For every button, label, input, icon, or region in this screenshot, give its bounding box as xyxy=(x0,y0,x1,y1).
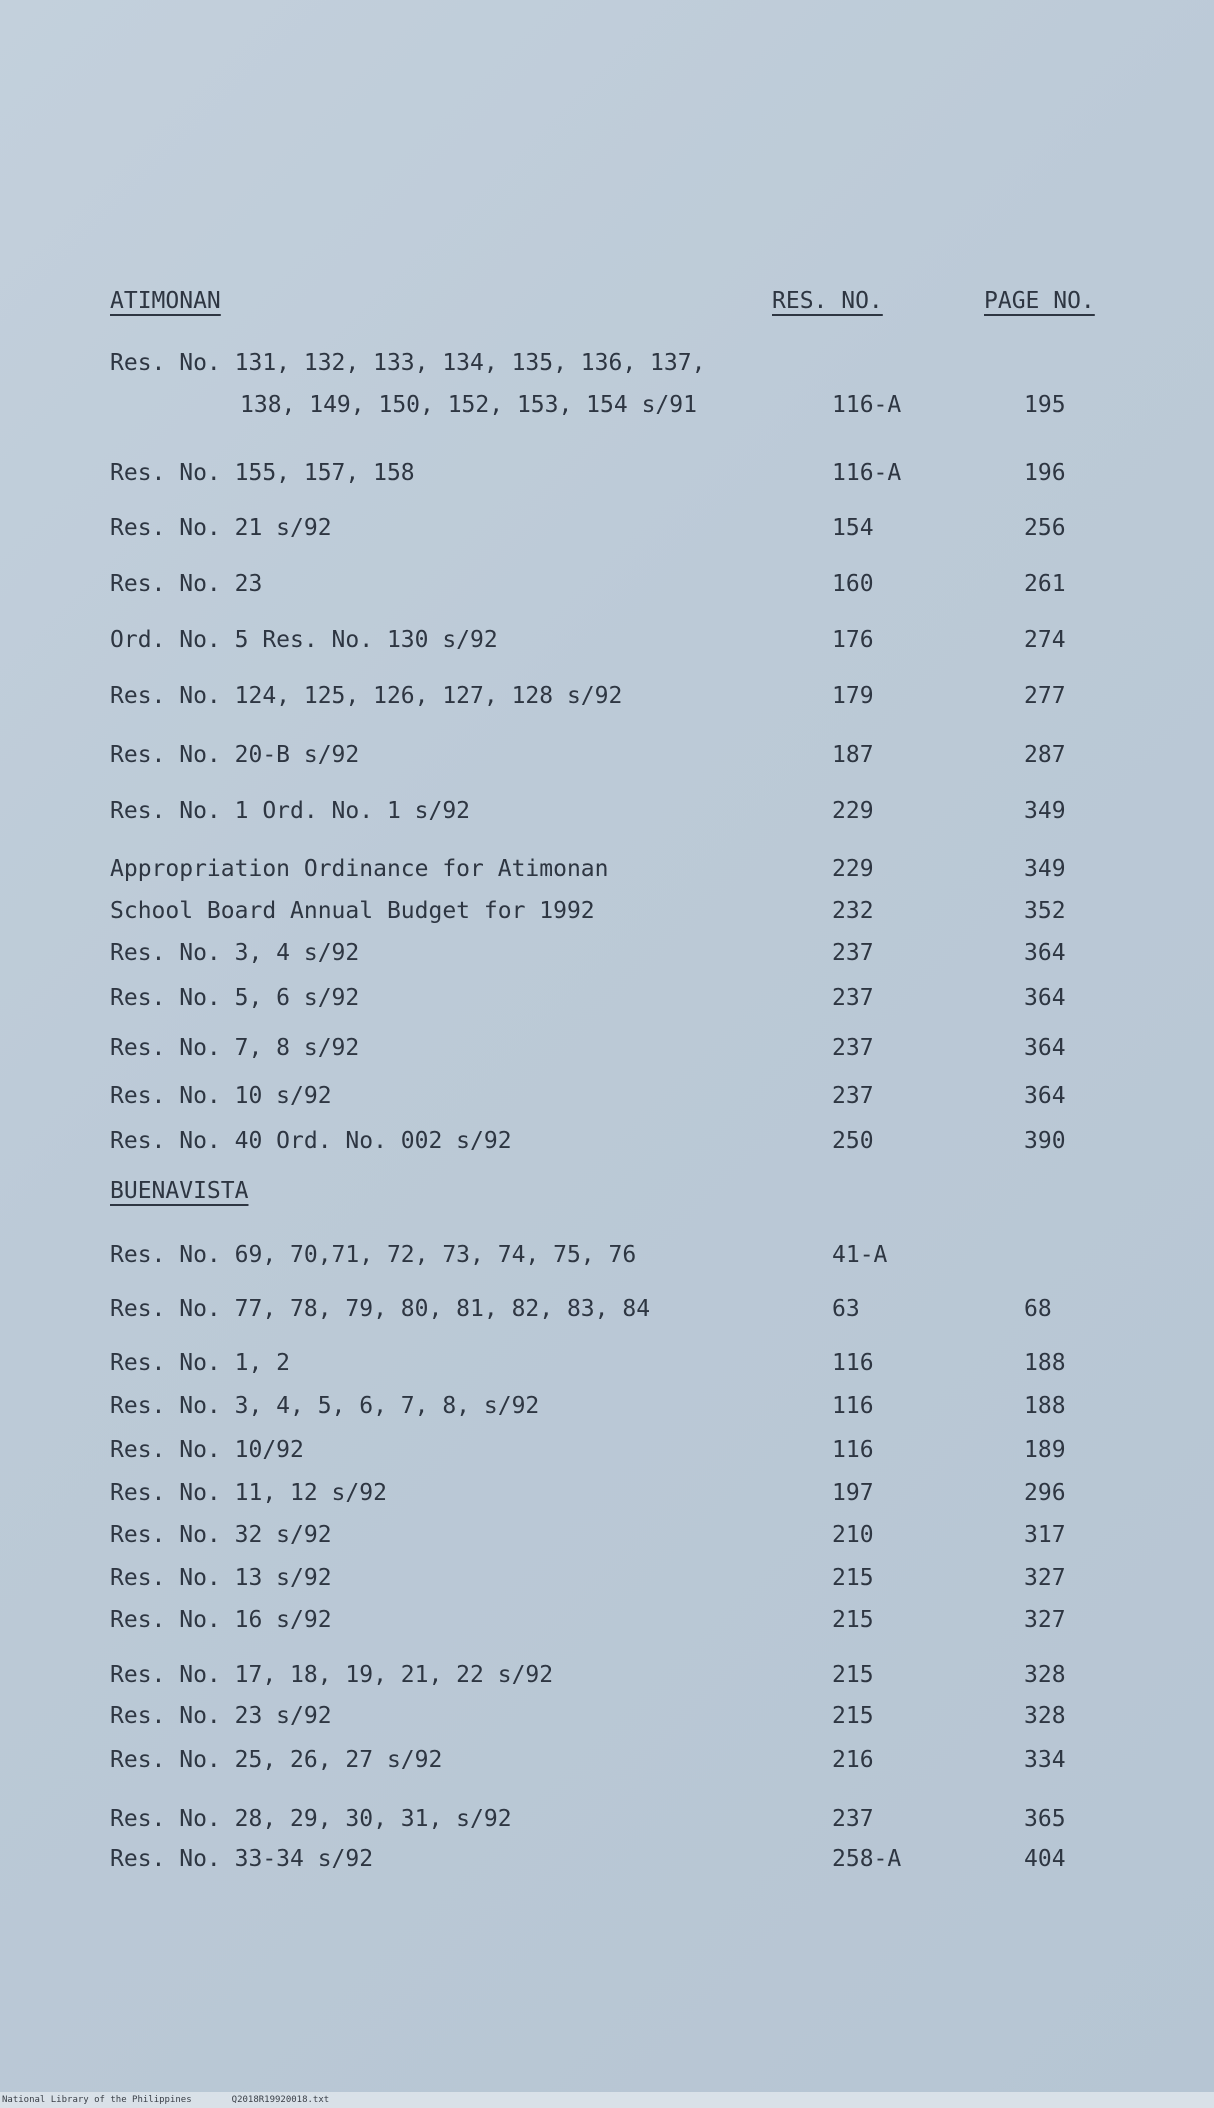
entry-page-no: 390 xyxy=(1024,1128,1066,1154)
entry-description: Res. No. 21 s/92 xyxy=(110,515,332,541)
entry-description: Res. No. 77, 78, 79, 80, 81, 82, 83, 84 xyxy=(110,1296,651,1322)
entry-res-no: 116 xyxy=(832,1393,874,1419)
entry-page-no: 287 xyxy=(1024,742,1066,768)
entry-page-no: 261 xyxy=(1024,571,1066,597)
entry-page-no: 195 xyxy=(1024,392,1066,418)
entry-description: Res. No. 20-B s/92 xyxy=(110,742,360,768)
entry-res-no: 237 xyxy=(832,940,874,966)
entry-page-no: 364 xyxy=(1024,1083,1066,1109)
entry-res-no: 215 xyxy=(832,1703,874,1729)
entry-description: Res. No. 7, 8 s/92 xyxy=(110,1035,360,1061)
entry-description: Res. No. 10/92 xyxy=(110,1437,304,1463)
entry-page-no: 196 xyxy=(1024,460,1066,486)
entry-description: School Board Annual Budget for 1992 xyxy=(110,898,595,924)
entry-res-no: 232 xyxy=(832,898,874,924)
entry-res-no: 116-A xyxy=(832,460,902,486)
entry-page-no: 188 xyxy=(1024,1393,1066,1419)
entry-res-no: 176 xyxy=(832,627,874,653)
entry-description: Res. No. 23 xyxy=(110,571,263,597)
entry-page-no: 364 xyxy=(1024,985,1066,1011)
entry-page-no: 188 xyxy=(1024,1350,1066,1376)
entry-page-no: 349 xyxy=(1024,798,1066,824)
entry-description: Res. No. 33-34 s/92 xyxy=(110,1846,374,1872)
entry-res-no: 237 xyxy=(832,1083,874,1109)
entry-page-no: 334 xyxy=(1024,1747,1066,1773)
entry-page-no: 364 xyxy=(1024,1035,1066,1061)
entry-page-no: 349 xyxy=(1024,856,1066,882)
entry-description: Appropriation Ordinance for Atimonan xyxy=(110,856,609,882)
municipality-heading: ATIMONAN xyxy=(110,288,221,314)
entry-description: Res. No. 25, 26, 27 s/92 xyxy=(110,1747,443,1773)
entry-res-no: 116 xyxy=(832,1437,874,1463)
entry-page-no: 365 xyxy=(1024,1806,1066,1832)
entry-page-no: 256 xyxy=(1024,515,1066,541)
entry-res-no: 216 xyxy=(832,1747,874,1773)
entry-description: Res. No. 13 s/92 xyxy=(110,1565,332,1591)
entry-res-no: 250 xyxy=(832,1128,874,1154)
entry-res-no: 63 xyxy=(832,1296,860,1322)
entry-description: Res. No. 3, 4, 5, 6, 7, 8, s/92 xyxy=(110,1393,540,1419)
entry-page-no: 327 xyxy=(1024,1565,1066,1591)
entry-res-no: 116-A xyxy=(832,392,902,418)
entry-res-no: 237 xyxy=(832,1035,874,1061)
footer-strip xyxy=(0,2092,1214,2108)
entry-description: Res. No. 1 Ord. No. 1 s/92 xyxy=(110,798,471,824)
entry-description: Res. No. 124, 125, 126, 127, 128 s/92 xyxy=(110,683,623,709)
res-no-heading: RES. NO. xyxy=(772,288,883,314)
entry-res-no: 237 xyxy=(832,1806,874,1832)
entry-description: 138, 149, 150, 152, 153, 154 s/91 xyxy=(240,392,697,418)
entry-description: Res. No. 10 s/92 xyxy=(110,1083,332,1109)
entry-description: Res. No. 1, 2 xyxy=(110,1350,291,1376)
footer-library: National Library of the Philippines xyxy=(2,2095,192,2105)
entry-page-no: 277 xyxy=(1024,683,1066,709)
entry-description: Res. No. 32 s/92 xyxy=(110,1522,332,1548)
entry-res-no: 229 xyxy=(832,856,874,882)
entry-page-no: 296 xyxy=(1024,1480,1066,1506)
entry-description: Res. No. 16 s/92 xyxy=(110,1607,332,1633)
entry-page-no: 404 xyxy=(1024,1846,1066,1872)
entry-page-no: 328 xyxy=(1024,1662,1066,1688)
entry-page-no: 68 xyxy=(1024,1296,1052,1322)
entry-res-no: 258-A xyxy=(832,1846,902,1872)
entry-res-no: 116 xyxy=(832,1350,874,1376)
entry-description: Res. No. 69, 70,71, 72, 73, 74, 75, 76 xyxy=(110,1242,637,1268)
entry-page-no: 327 xyxy=(1024,1607,1066,1633)
entry-description: Res. No. 40 Ord. No. 002 s/92 xyxy=(110,1128,512,1154)
entry-res-no: 210 xyxy=(832,1522,874,1548)
entry-res-no: 215 xyxy=(832,1565,874,1591)
entry-description: Res. No. 23 s/92 xyxy=(110,1703,332,1729)
entry-page-no: 189 xyxy=(1024,1437,1066,1463)
entry-description: Res. No. 17, 18, 19, 21, 22 s/92 xyxy=(110,1662,554,1688)
section-heading-buenavista: BUENAVISTA xyxy=(110,1178,249,1204)
footer-ref: Q2018R19920018.txt xyxy=(231,2095,330,2105)
entry-res-no: 197 xyxy=(832,1480,874,1506)
entry-description: Ord. No. 5 Res. No. 130 s/92 xyxy=(110,627,498,653)
entry-res-no: 154 xyxy=(832,515,874,541)
entry-res-no: 215 xyxy=(832,1607,874,1633)
entry-description: Res. No. 3, 4 s/92 xyxy=(110,940,360,966)
entry-page-no: 328 xyxy=(1024,1703,1066,1729)
page-no-heading: PAGE NO. xyxy=(984,288,1095,314)
entry-description: Res. No. 5, 6 s/92 xyxy=(110,985,360,1011)
entry-res-no: 237 xyxy=(832,985,874,1011)
entry-page-no: 274 xyxy=(1024,627,1066,653)
entry-page-no: 352 xyxy=(1024,898,1066,924)
entry-res-no: 187 xyxy=(832,742,874,768)
entry-res-no: 229 xyxy=(832,798,874,824)
entry-description: Res. No. 11, 12 s/92 xyxy=(110,1480,387,1506)
entry-res-no: 179 xyxy=(832,683,874,709)
entry-description: Res. No. 155, 157, 158 xyxy=(110,460,415,486)
entry-page-no: 364 xyxy=(1024,940,1066,966)
entry-res-no: 215 xyxy=(832,1662,874,1688)
entry-res-no: 41-A xyxy=(832,1242,888,1268)
entry-res-no: 160 xyxy=(832,571,874,597)
entry-page-no: 317 xyxy=(1024,1522,1066,1548)
entry-description: Res. No. 28, 29, 30, 31, s/92 xyxy=(110,1806,512,1832)
entry-description: Res. No. 131, 132, 133, 134, 135, 136, 137, xyxy=(110,350,706,376)
